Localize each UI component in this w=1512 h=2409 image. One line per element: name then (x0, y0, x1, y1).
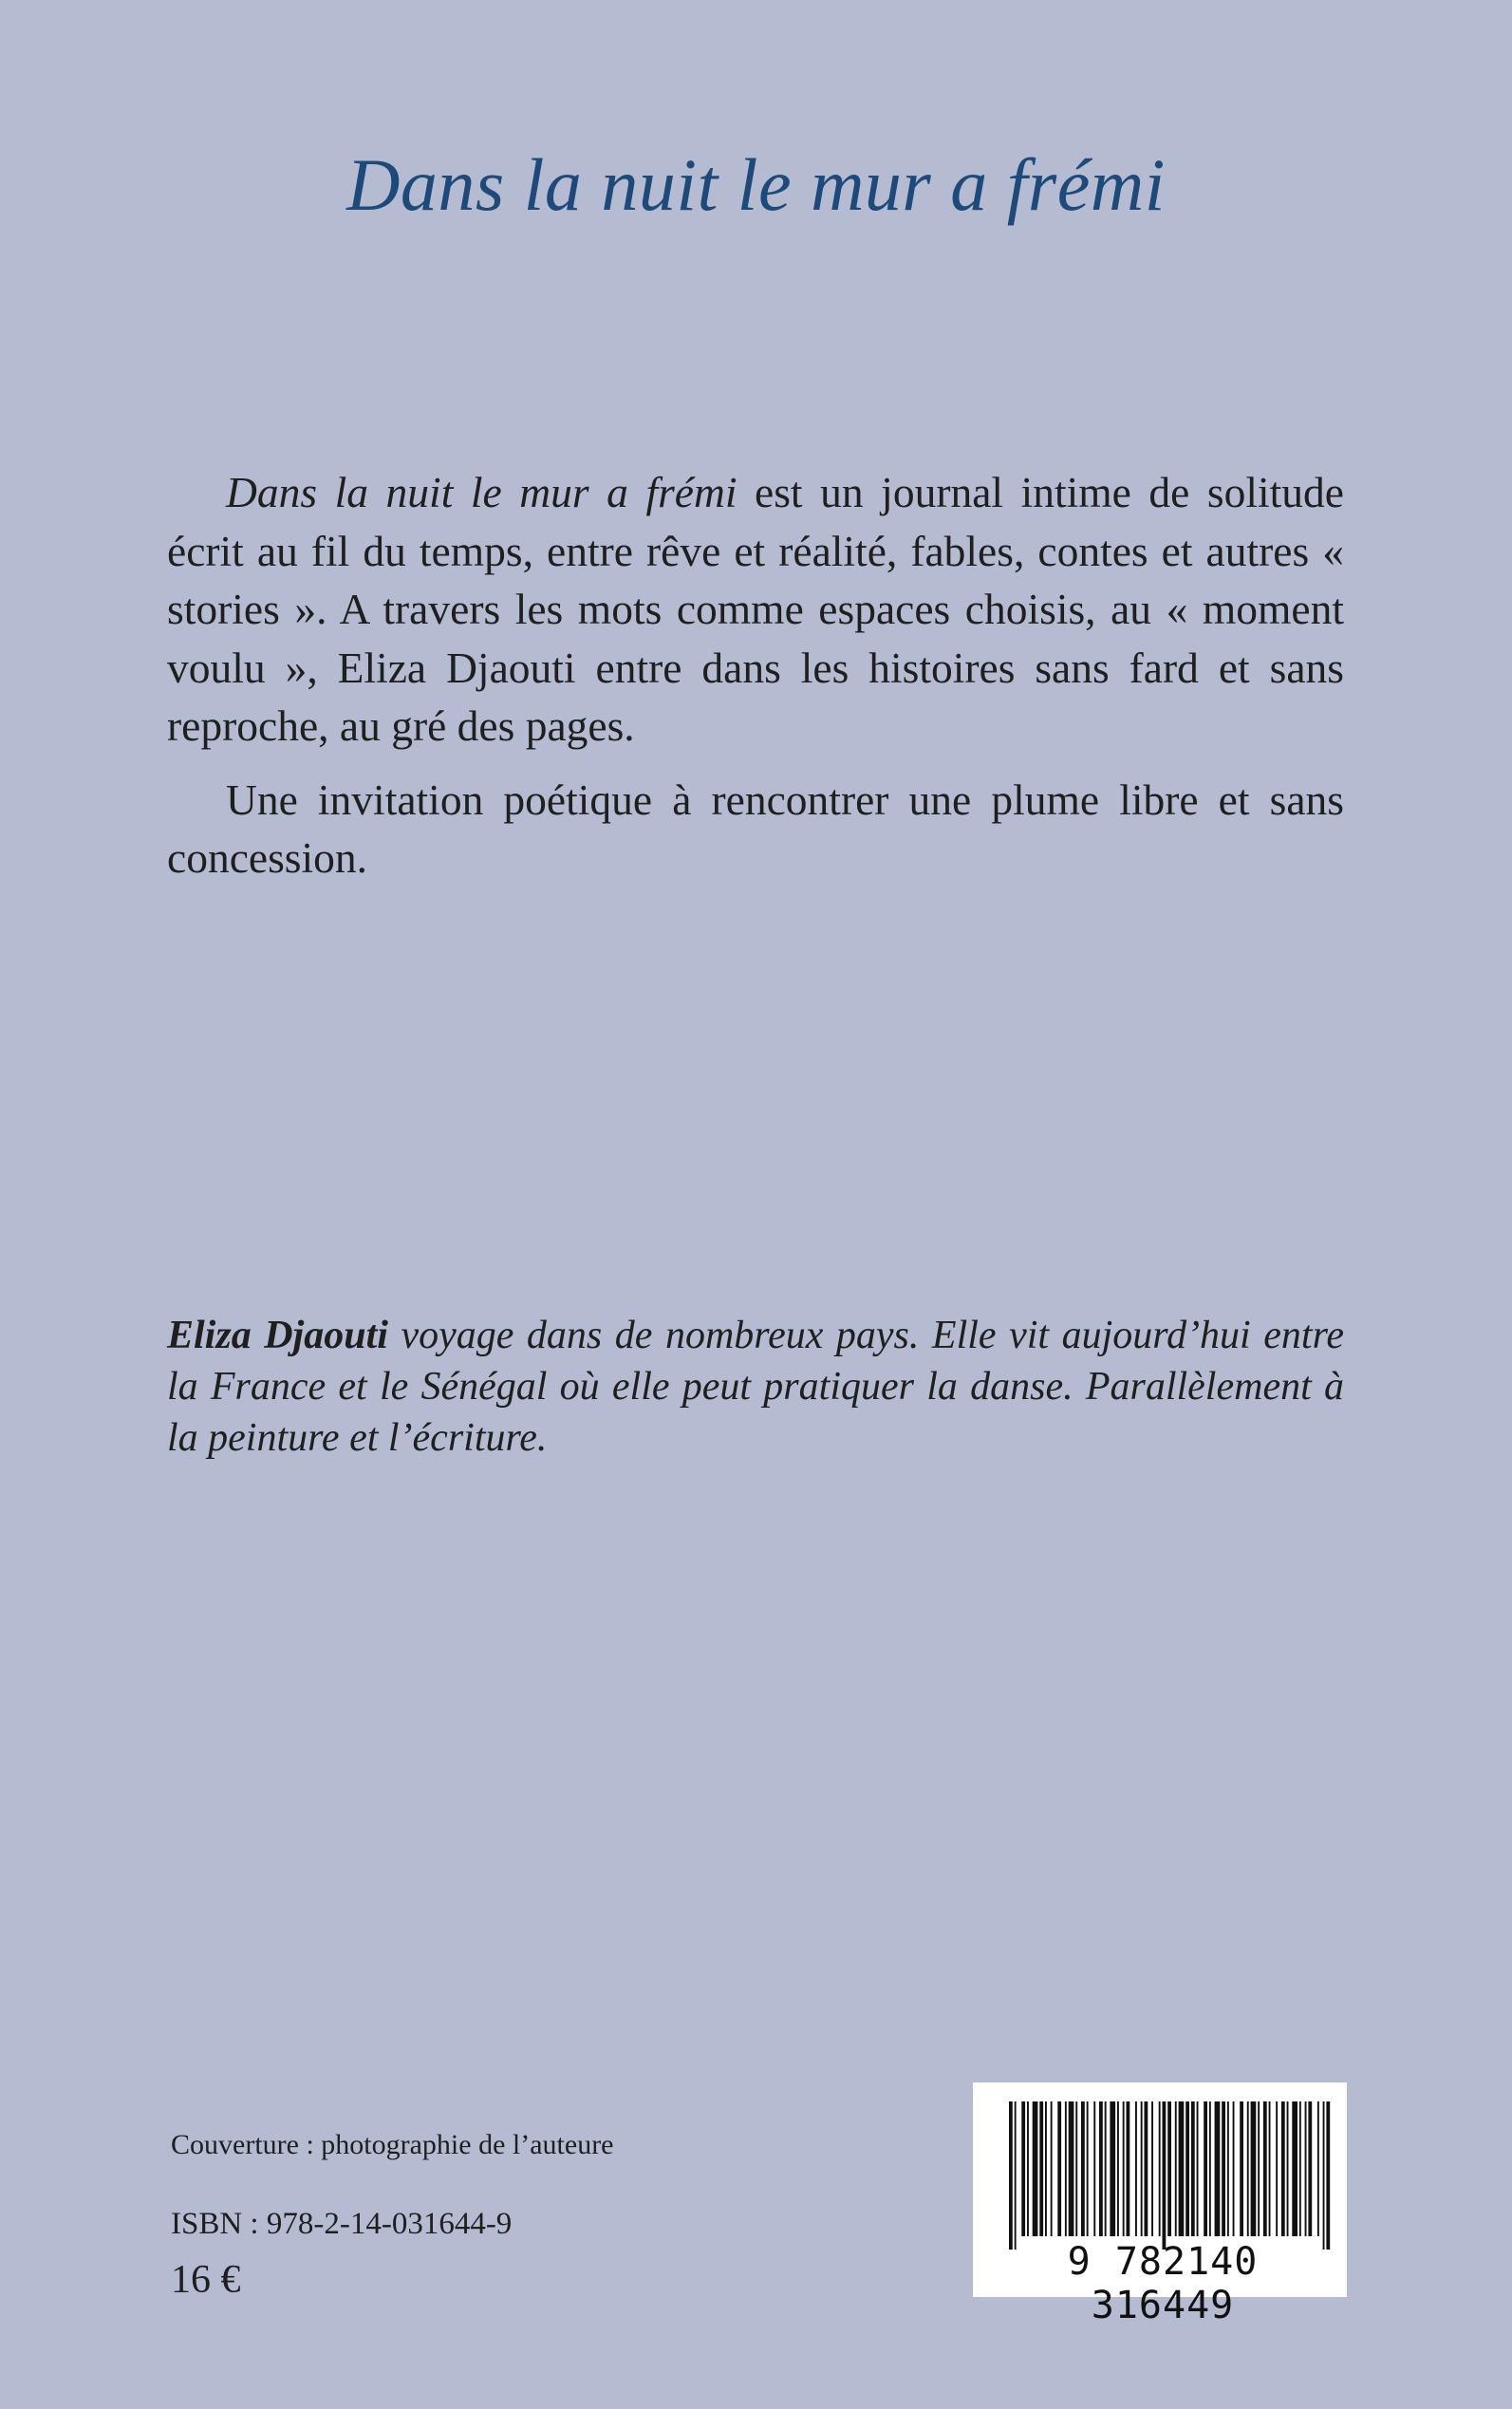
barcode-bar (1185, 2101, 1189, 2236)
barcode-bar (1039, 2101, 1043, 2236)
barcode-bar (1292, 2101, 1297, 2236)
barcode-bar (1209, 2101, 1211, 2236)
barcode-bar (1179, 2101, 1185, 2236)
barcode-bar (1258, 2101, 1260, 2236)
barcode-bar (1233, 2101, 1235, 2236)
author-bio (167, 1310, 1344, 1464)
barcode-bar (1204, 2101, 1207, 2236)
barcode-bar (1163, 2101, 1167, 2250)
barcode-bar (1281, 2101, 1285, 2236)
barcode-bar (1015, 2101, 1017, 2250)
barcode-bar (1269, 2101, 1271, 2236)
book-title: Dans la nuit le mur a frémi (346, 143, 1166, 226)
barcode-bar (1175, 2101, 1177, 2236)
barcode-bar (1227, 2101, 1229, 2236)
cover-credit: Couverture : photographie de l’auteure (171, 2129, 614, 2160)
barcode-bar (1065, 2101, 1067, 2236)
barcode-bar (1057, 2101, 1061, 2236)
blurb-paragraph-1 (167, 463, 1344, 756)
blurb-title-reference: Dans la nuit le mur a frémi (226, 468, 737, 516)
price: 16 € (171, 2258, 241, 2302)
barcode-bar (1045, 2101, 1047, 2236)
barcode-bar (1110, 2101, 1115, 2236)
barcode-bar (1051, 2101, 1053, 2236)
barcode-bar (1075, 2101, 1077, 2236)
barcode-bar (1326, 2101, 1330, 2250)
barcode-bar (1197, 2101, 1199, 2236)
back-cover-blurb (167, 463, 1344, 903)
barcode-bar (1323, 2101, 1325, 2250)
barcode-bar (1117, 2101, 1119, 2236)
barcode-bar (1317, 2101, 1319, 2236)
author-bio-text: voyage dans de nombreux pays. Elle vit aujourd’hui entre la France et le Sénégal où elle peut pratiquer la danse. Parallèlement à la peinture et l’écriture. (167, 1314, 1344, 1460)
barcode-bar (1069, 2101, 1074, 2236)
barcode-bar (1105, 2101, 1107, 2236)
barcode-bar (1099, 2101, 1103, 2236)
barcode-bar (1251, 2101, 1257, 2236)
barcode-bar (1135, 2101, 1137, 2236)
barcode-bar (1123, 2101, 1125, 2236)
barcode-bar (1299, 2101, 1301, 2236)
blurb-text-1: est un journal intime de solitude écrit au fil du temps, entre rêve et réalité, fables, contes et autres « stories ». A travers les mots comme espaces choisis, au « moment voulu », Eliza Djaouti entre dans les histoires sans fard et sans reproche, au gré des pages. (167, 468, 1344, 750)
barcode-bar (1240, 2101, 1243, 2236)
barcode-bar (1033, 2101, 1038, 2236)
barcode-bar (1127, 2101, 1130, 2236)
barcode (973, 2082, 1347, 2327)
barcode-bar (1167, 2101, 1171, 2236)
barcode-bar (1191, 2101, 1195, 2236)
barcode-bar (1287, 2101, 1289, 2236)
barcode-bar (1151, 2101, 1153, 2236)
barcode-bar (1087, 2101, 1089, 2236)
barcode-bar (1263, 2101, 1267, 2236)
barcode-bar (1021, 2101, 1025, 2236)
barcode-bar (1308, 2101, 1312, 2236)
barcode-bar (1093, 2101, 1095, 2236)
barcode-bar (1305, 2101, 1307, 2236)
barcode-bar (1027, 2101, 1029, 2236)
barcode-bar (1141, 2101, 1143, 2236)
barcode-bar (1081, 2101, 1085, 2236)
barcode-bar (1276, 2101, 1278, 2236)
barcode-bar (1215, 2101, 1221, 2236)
barcode-bar (1009, 2101, 1013, 2250)
isbn: ISBN : 978-2-14-031644-9 (171, 2207, 513, 2241)
barcode-bar (1145, 2101, 1148, 2236)
barcode-digits: 9 782140 316449 (1067, 2240, 1259, 2327)
barcode-bar (1222, 2101, 1225, 2236)
barcode-bar (1159, 2101, 1161, 2236)
barcode-bar (1247, 2101, 1249, 2236)
author-name: Eliza Djaouti (167, 1314, 388, 1357)
blurb-paragraph-2: Une invitation poétique à rencontrer une plume libre et sans concession. (167, 775, 1344, 882)
